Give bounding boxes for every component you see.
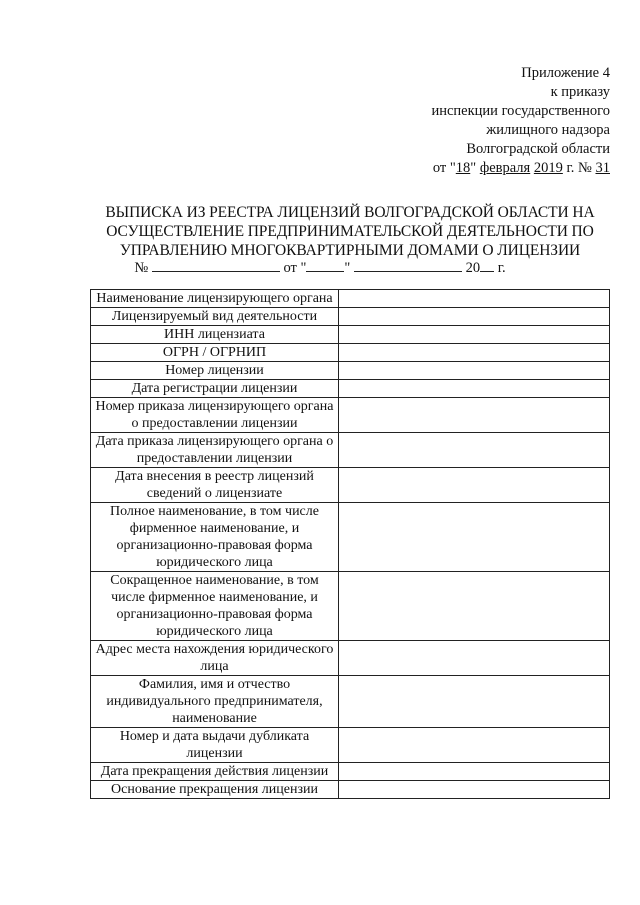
table-row [91, 344, 610, 362]
row-label: Фамилия, имя и отчество индивидуального предпринимателя, наименование [91, 676, 339, 728]
date-suffix: г. № [562, 160, 596, 176]
order-year: 2019 [533, 160, 563, 176]
row-value [339, 398, 610, 433]
table-row [91, 763, 610, 781]
row-label: Лицензируемый вид деятельности [91, 308, 339, 326]
table-row [91, 398, 610, 433]
row-value [339, 290, 610, 308]
table-row [91, 728, 610, 763]
row-label: Дата прекращения действия лицензии [91, 763, 339, 781]
appendix-line-3: инспекции государственного [431, 103, 610, 119]
date-prefix: от " [432, 160, 456, 176]
row-label: Наименование лицензирующего органа [91, 290, 339, 308]
title-line-2: ОСУЩЕСТВЛЕНИЕ ПРЕДПРИНИМАТЕЛЬСКОЙ ДЕЯТЕЛЬНОСТИ ПО [106, 223, 594, 240]
table-row [91, 362, 610, 380]
close-quote: " [344, 260, 351, 276]
table-row [91, 641, 610, 676]
row-value [339, 468, 610, 503]
row-label: Дата приказа лицензирующего органа о предоставлении лицензии [91, 433, 339, 468]
row-label: Номер приказа лицензирующего органа о предоставлении лицензии [91, 398, 339, 433]
day-blank [306, 259, 344, 272]
appendix-order-date [431, 159, 610, 178]
license-number-blank [152, 259, 280, 272]
table-row [91, 468, 610, 503]
row-label: Номер и дата выдачи дубликата лицензии [91, 728, 339, 763]
order-day: 18 [455, 160, 471, 176]
year-suffix: г. [497, 260, 506, 276]
row-value [339, 433, 610, 468]
appendix-header [431, 64, 610, 178]
license-number-line [0, 259, 640, 278]
row-value [339, 380, 610, 398]
month-blank [354, 259, 462, 272]
row-value [339, 676, 610, 728]
table-row [91, 380, 610, 398]
table-row [91, 503, 610, 572]
row-value [339, 728, 610, 763]
title-line-3: УПРАВЛЕНИЮ МНОГОКВАРТИРНЫМИ ДОМАМИ О ЛИЦЕНЗИИ [119, 242, 581, 259]
order-month: февраля [479, 160, 531, 176]
year-prefix: 20 [465, 260, 481, 276]
row-value [339, 781, 610, 799]
title-line-1: ВЫПИСКА ИЗ РЕЕСТРА ЛИЦЕНЗИЙ ВОЛГОГРАДСКОЙ ОБЛАСТИ НА [105, 204, 595, 221]
table-row [91, 290, 610, 308]
row-label: ОГРН / ОГРНИП [91, 344, 339, 362]
row-label: Адрес места нахождения юридического лица [91, 641, 339, 676]
number-sign: № [134, 260, 149, 276]
appendix-line-1: Приложение 4 [521, 65, 610, 81]
row-value [339, 362, 610, 380]
from-label: от " [283, 260, 307, 276]
table-row [91, 326, 610, 344]
table-row [91, 781, 610, 799]
row-value [339, 344, 610, 362]
document-title [70, 203, 630, 260]
row-label: Сокращенное наименование, в том числе фирменное наименование, и организационно-правовая форма юридического лица [91, 572, 339, 641]
row-value [339, 308, 610, 326]
table-row [91, 676, 610, 728]
date-mid: " [470, 160, 480, 176]
row-label: ИНН лицензиата [91, 326, 339, 344]
row-label: Полное наименование, в том числе фирменное наименование, и организационно-правовая форма юридического лица [91, 503, 339, 572]
table-row [91, 308, 610, 326]
row-label: Дата внесения в реестр лицензий сведений о лицензиате [91, 468, 339, 503]
row-value [339, 572, 610, 641]
table-row [91, 433, 610, 468]
appendix-line-5: Волгоградской области [466, 141, 610, 157]
row-label: Номер лицензии [91, 362, 339, 380]
row-value [339, 641, 610, 676]
order-number: 31 [595, 160, 610, 176]
license-register-table [90, 289, 610, 799]
appendix-line-4: жилищного надзора [486, 122, 610, 138]
row-value [339, 763, 610, 781]
row-label: Дата регистрации лицензии [91, 380, 339, 398]
appendix-line-2: к приказу [550, 84, 610, 100]
row-value [339, 326, 610, 344]
year-blank [480, 259, 494, 272]
table-row [91, 572, 610, 641]
row-value [339, 503, 610, 572]
row-label: Основание прекращения лицензии [91, 781, 339, 799]
